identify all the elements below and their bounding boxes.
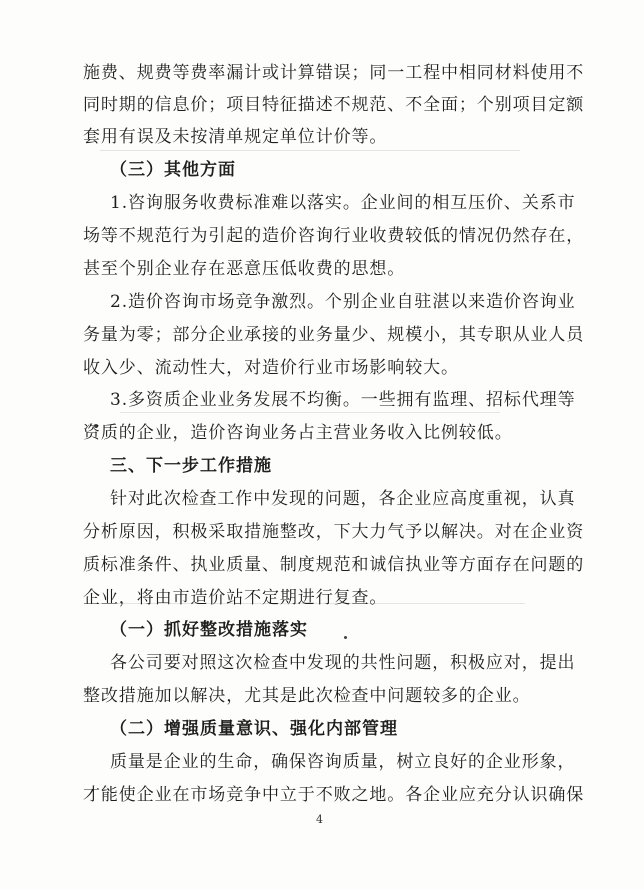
body-line: 场等不规范行为引起的造价咨询行业收费较低的情况仍然存在， bbox=[83, 226, 585, 246]
body-line: 企业，将由市造价站不定期进行复查。 bbox=[83, 588, 388, 608]
body-line: 质标准条件、执业质量、制度规范和诚信执业等方面存在问题的 bbox=[83, 555, 585, 575]
page-number: 4 bbox=[316, 813, 323, 826]
bleed-through-line bbox=[120, 412, 500, 413]
body-line: 资质的企业，造价咨询业务占主营业务收入比例较低。 bbox=[83, 423, 513, 443]
body-line: 才能使企业在市场竞争中立于不败之地。各企业应充分认识确保 bbox=[83, 785, 585, 805]
section-heading-next-steps: 三、下一步工作措施 bbox=[110, 456, 272, 476]
body-line: 质量是企业的生命，确保咨询质量，树立良好的企业形象， bbox=[110, 752, 576, 772]
body-line: 施费、规费等费率漏计或计算错误；同一工程中相同材料使用不 bbox=[83, 63, 585, 83]
body-line: 针对此次检查工作中发现的问题，各企业应高度重视，认真 bbox=[110, 489, 576, 509]
body-line: 分析原因，积极采取措施整改，下大力气予以解决。对在企业资 bbox=[83, 522, 585, 542]
body-line: 2.造价咨询市场竞争激烈。个别企业自驻湛以来造价咨询业 bbox=[110, 292, 576, 312]
bleed-through-line bbox=[100, 150, 520, 151]
subsection-heading-quality: （二）增强质量意识、强化内部管理 bbox=[110, 719, 398, 739]
body-line: 同时期的信息价；项目特征描述不规范、不全面；个别项目定额 bbox=[83, 95, 585, 115]
subsection-heading-rectification: （一）抓好整改措施落实 bbox=[110, 620, 308, 640]
body-line: 务量为零；部分企业承接的业务量少、规模小，其专职从业人员 bbox=[83, 325, 585, 345]
body-line: 各公司要对照这次检查中发现的共性问题，积极应对，提出 bbox=[110, 653, 576, 673]
body-line: 收入少、流动性大，对造价行业市场影响较大。 bbox=[83, 358, 459, 378]
section-heading-other: （三）其他方面 bbox=[110, 160, 236, 180]
body-line: 整改措施加以解决，尤其是此次检查中问题较多的企业。 bbox=[83, 686, 531, 706]
body-line: 甚至个别企业存在恶意压低收费的思想。 bbox=[83, 259, 406, 279]
body-line: 1.咨询服务收费标准难以落实。企业间的相互压价、关系市 bbox=[110, 193, 576, 213]
body-line: 3.多资质企业业务发展不均衡。一些拥有监理、招标代理等 bbox=[110, 390, 576, 410]
body-line: 套用有误及未按清单规定单位计价等。 bbox=[83, 127, 388, 147]
